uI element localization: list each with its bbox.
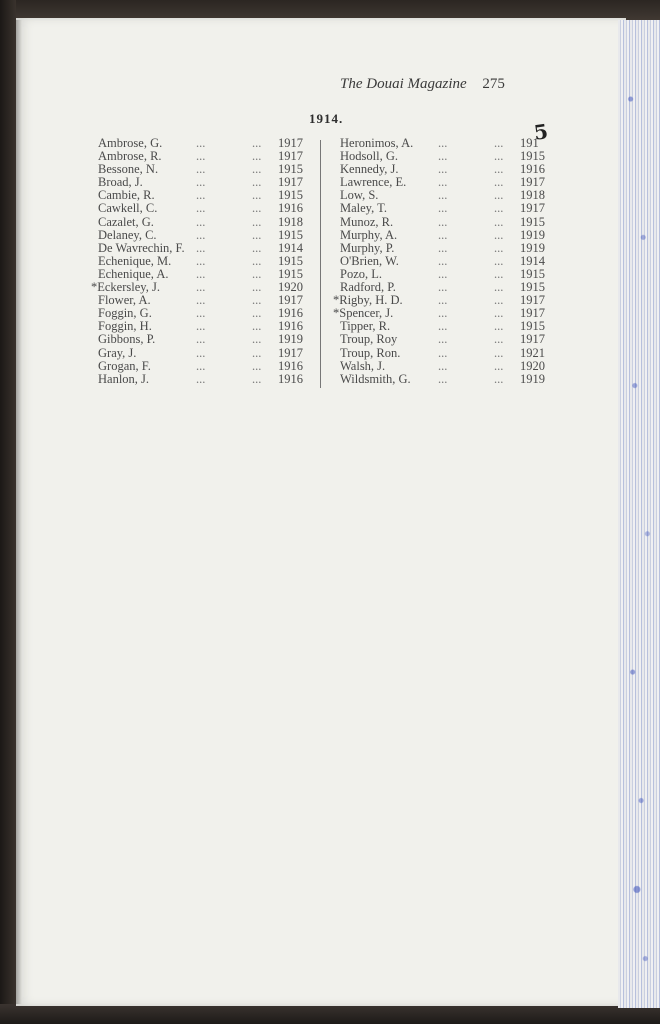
leader-dots: ...: [438, 162, 448, 177]
entry-name: Broad, J.: [98, 175, 143, 190]
entry-name: *Rigby, H. D.: [333, 293, 403, 308]
entry-name: Ambrose, G.: [98, 136, 163, 150]
entry-year: 1914: [278, 240, 303, 255]
entry-name: Heronimos, A.: [340, 136, 414, 150]
leader-dots: ...: [494, 332, 504, 347]
leader-dots: ...: [252, 175, 262, 190]
leader-dots: ...: [438, 214, 448, 229]
list-item: [330, 373, 552, 386]
entry-name: *Spencer, J.: [333, 306, 394, 321]
leader-dots: ...: [438, 280, 448, 295]
leader-dots: ...: [252, 319, 262, 334]
entry-year: 1917: [520, 306, 545, 321]
entry-year: 1915: [278, 162, 303, 177]
list-item: [330, 242, 552, 255]
leader-dots: ...: [494, 240, 504, 255]
entry-year: 1916: [278, 319, 303, 334]
leader-dots: ...: [252, 162, 262, 177]
leader-dots: ...: [252, 332, 262, 347]
entry-year: 1917: [278, 293, 303, 308]
list-item: [330, 360, 552, 373]
leader-dots: ...: [438, 201, 448, 216]
leader-dots: ...: [252, 371, 262, 386]
entry-year: 1917: [520, 293, 545, 308]
entry-year: 1915: [278, 227, 303, 242]
entry-year: 1915: [278, 188, 303, 203]
list-item: [88, 202, 310, 215]
entry-name: Foggin, G.: [98, 306, 152, 321]
entry-name: Bessone, N.: [98, 162, 159, 177]
binding-bottom-edge: [0, 1004, 660, 1024]
leader-dots: ...: [438, 319, 448, 334]
handwritten-correction: 5: [532, 119, 550, 145]
leader-dots: ...: [252, 201, 262, 216]
leader-dots: ...: [494, 280, 504, 295]
leader-dots: ...: [494, 136, 504, 150]
list-item: [330, 333, 552, 346]
list-item: [88, 255, 310, 268]
leader-dots: ...: [252, 253, 262, 268]
entry-year: 1917: [520, 201, 545, 216]
list-item: [330, 347, 552, 360]
entry-year: 1915: [278, 266, 303, 281]
entry-year: 1915: [520, 280, 545, 295]
leader-dots: ...: [494, 201, 504, 216]
entry-name: Cazalet, G.: [98, 214, 154, 229]
leader-dots: ...: [438, 240, 448, 255]
entry-year: 1920: [278, 280, 303, 295]
list-item: [88, 242, 310, 255]
list-item: [88, 360, 310, 373]
list-item: [88, 347, 310, 360]
leader-dots: ...: [196, 214, 206, 229]
leader-dots: ...: [438, 306, 448, 321]
entry-year: 1917: [278, 175, 303, 190]
list-item: [330, 202, 552, 215]
left-name-column: [88, 137, 310, 386]
entry-year: 1915: [520, 319, 545, 334]
leader-dots: ...: [494, 214, 504, 229]
entry-year: 1916: [278, 201, 303, 216]
entry-year: 191: [520, 136, 539, 150]
entry-name: Gibbons, P.: [98, 332, 156, 347]
entry-name: *Eckersley, J.: [91, 280, 160, 295]
list-item: [330, 255, 552, 268]
entry-name: Wildsmith, G.: [340, 371, 411, 386]
leader-dots: ...: [494, 162, 504, 177]
entry-name: Murphy, A.: [340, 227, 398, 242]
leader-dots: ...: [252, 266, 262, 281]
leader-dots: ...: [196, 306, 206, 321]
entry-name: Echenique, A.: [98, 266, 169, 281]
leader-dots: ...: [438, 345, 448, 360]
entry-name: De Wavrechin, F.: [98, 240, 185, 255]
gutter-shadow: [16, 20, 22, 1004]
entry-name: Munoz, R.: [340, 214, 394, 229]
magazine-title: The Douai Magazine: [340, 76, 467, 92]
leader-dots: ...: [252, 280, 262, 295]
leader-dots: ...: [196, 240, 206, 255]
leader-dots: ...: [196, 149, 206, 164]
entry-year: 1919: [520, 227, 545, 242]
leader-dots: ...: [252, 345, 262, 360]
entry-name: Delaney, C.: [98, 227, 157, 242]
entry-name: Troup, Ron.: [340, 345, 401, 360]
entry-name: Pozo, L.: [340, 266, 383, 281]
list-item: [88, 216, 310, 229]
leader-dots: ...: [196, 253, 206, 268]
entry-name: Low, S.: [340, 188, 379, 203]
entry-name: Kennedy, J.: [340, 162, 399, 177]
leader-dots: ...: [494, 253, 504, 268]
leader-dots: ...: [438, 188, 448, 203]
entry-year: 1917: [520, 175, 545, 190]
entry-year: 1921: [520, 345, 545, 360]
leader-dots: ...: [196, 332, 206, 347]
entry-name: Walsh, J.: [340, 358, 386, 373]
list-item: [330, 229, 552, 242]
leader-dots: ...: [252, 358, 262, 373]
leader-dots: ...: [196, 345, 206, 360]
leader-dots: ...: [494, 293, 504, 308]
entry-name: Maley, T.: [340, 201, 387, 216]
leader-dots: ...: [196, 371, 206, 386]
entry-year: 1914: [520, 253, 545, 268]
entry-name: Gray, J.: [98, 345, 137, 360]
entry-year: 1919: [278, 332, 303, 347]
leader-dots: ...: [196, 201, 206, 216]
entry-name: Murphy, P.: [340, 240, 395, 255]
entry-year: 1917: [278, 136, 303, 150]
entry-year: 1915: [520, 214, 545, 229]
leader-dots: ...: [196, 188, 206, 203]
leader-dots: ...: [438, 332, 448, 347]
leader-dots: ...: [252, 214, 262, 229]
entry-name: Cambie, R.: [98, 188, 155, 203]
leader-dots: ...: [438, 371, 448, 386]
leader-dots: ...: [494, 149, 504, 164]
leader-dots: ...: [438, 149, 448, 164]
entry-year: 1920: [520, 358, 545, 373]
entry-year: 1919: [520, 240, 545, 255]
entry-year: 1917: [520, 332, 545, 347]
entry-name: Foggin, H.: [98, 319, 152, 334]
list-item: [88, 333, 310, 346]
entry-name: Hanlon, J.: [98, 371, 150, 386]
leader-dots: ...: [196, 293, 206, 308]
entry-name: Troup, Roy: [340, 332, 398, 347]
entry-year: 1915: [520, 149, 545, 164]
leader-dots: ...: [494, 345, 504, 360]
leader-dots: ...: [438, 266, 448, 281]
entry-year: 1919: [520, 371, 545, 386]
leader-dots: ...: [438, 227, 448, 242]
entry-year: 1915: [278, 253, 303, 268]
leader-dots: ...: [438, 253, 448, 268]
entry-name: Cawkell, C.: [98, 201, 158, 216]
leader-dots: ...: [438, 175, 448, 190]
entry-year: 1916: [278, 358, 303, 373]
leader-dots: ...: [196, 280, 206, 295]
entry-name: Echenique, M.: [98, 253, 172, 268]
leader-dots: ...: [252, 227, 262, 242]
leader-dots: ...: [494, 306, 504, 321]
edge-ink-speckle: [618, 20, 660, 1008]
entry-year: 1916: [520, 162, 545, 177]
leader-dots: ...: [438, 293, 448, 308]
leader-dots: ...: [252, 149, 262, 164]
leader-dots: ...: [438, 358, 448, 373]
leader-dots: ...: [252, 136, 262, 150]
list-item: [330, 216, 552, 229]
leader-dots: ...: [252, 306, 262, 321]
entry-name: Tipper, R.: [340, 319, 391, 334]
leader-dots: ...: [494, 188, 504, 203]
leader-dots: ...: [494, 319, 504, 334]
entry-year: 1916: [278, 371, 303, 386]
leader-dots: ...: [252, 240, 262, 255]
leader-dots: ...: [494, 266, 504, 281]
running-head: [340, 76, 550, 93]
leader-dots: ...: [494, 175, 504, 190]
list-item: [88, 373, 310, 386]
right-name-column: [330, 137, 552, 386]
entry-name: O'Brien, W.: [340, 253, 399, 268]
entry-year: 1917: [278, 149, 303, 164]
entry-year: 1915: [520, 266, 545, 281]
entry-year: 1918: [278, 214, 303, 229]
binding-top-edge: [0, 0, 660, 20]
entry-year: 1918: [520, 188, 545, 203]
section-year-heading: 1914.: [309, 111, 344, 126]
leader-dots: ...: [196, 162, 206, 177]
entry-name: Grogan, F.: [98, 358, 151, 373]
leader-dots: ...: [196, 227, 206, 242]
leader-dots: ...: [196, 266, 206, 281]
leader-dots: ...: [494, 358, 504, 373]
entry-name: Hodsoll, G.: [340, 149, 398, 164]
page-number: 275: [482, 76, 505, 92]
list-item: [88, 229, 310, 242]
leader-dots: ...: [494, 227, 504, 242]
leader-dots: ...: [196, 136, 206, 150]
entry-name: Flower, A.: [98, 293, 151, 308]
leader-dots: ...: [196, 319, 206, 334]
entry-year: 1916: [278, 306, 303, 321]
entry-name: Radford, P.: [340, 280, 396, 295]
leader-dots: ...: [252, 293, 262, 308]
entry-name: Ambrose, R.: [98, 149, 162, 164]
leader-dots: ...: [196, 175, 206, 190]
entry-year: 1917: [278, 345, 303, 360]
leader-dots: ...: [438, 136, 448, 150]
leader-dots: ...: [196, 358, 206, 373]
entry-name: Lawrence, E.: [340, 175, 407, 190]
leader-dots: ...: [494, 371, 504, 386]
binding-left-edge: [0, 0, 16, 1024]
leader-dots: ...: [252, 188, 262, 203]
column-divider: [320, 140, 321, 388]
